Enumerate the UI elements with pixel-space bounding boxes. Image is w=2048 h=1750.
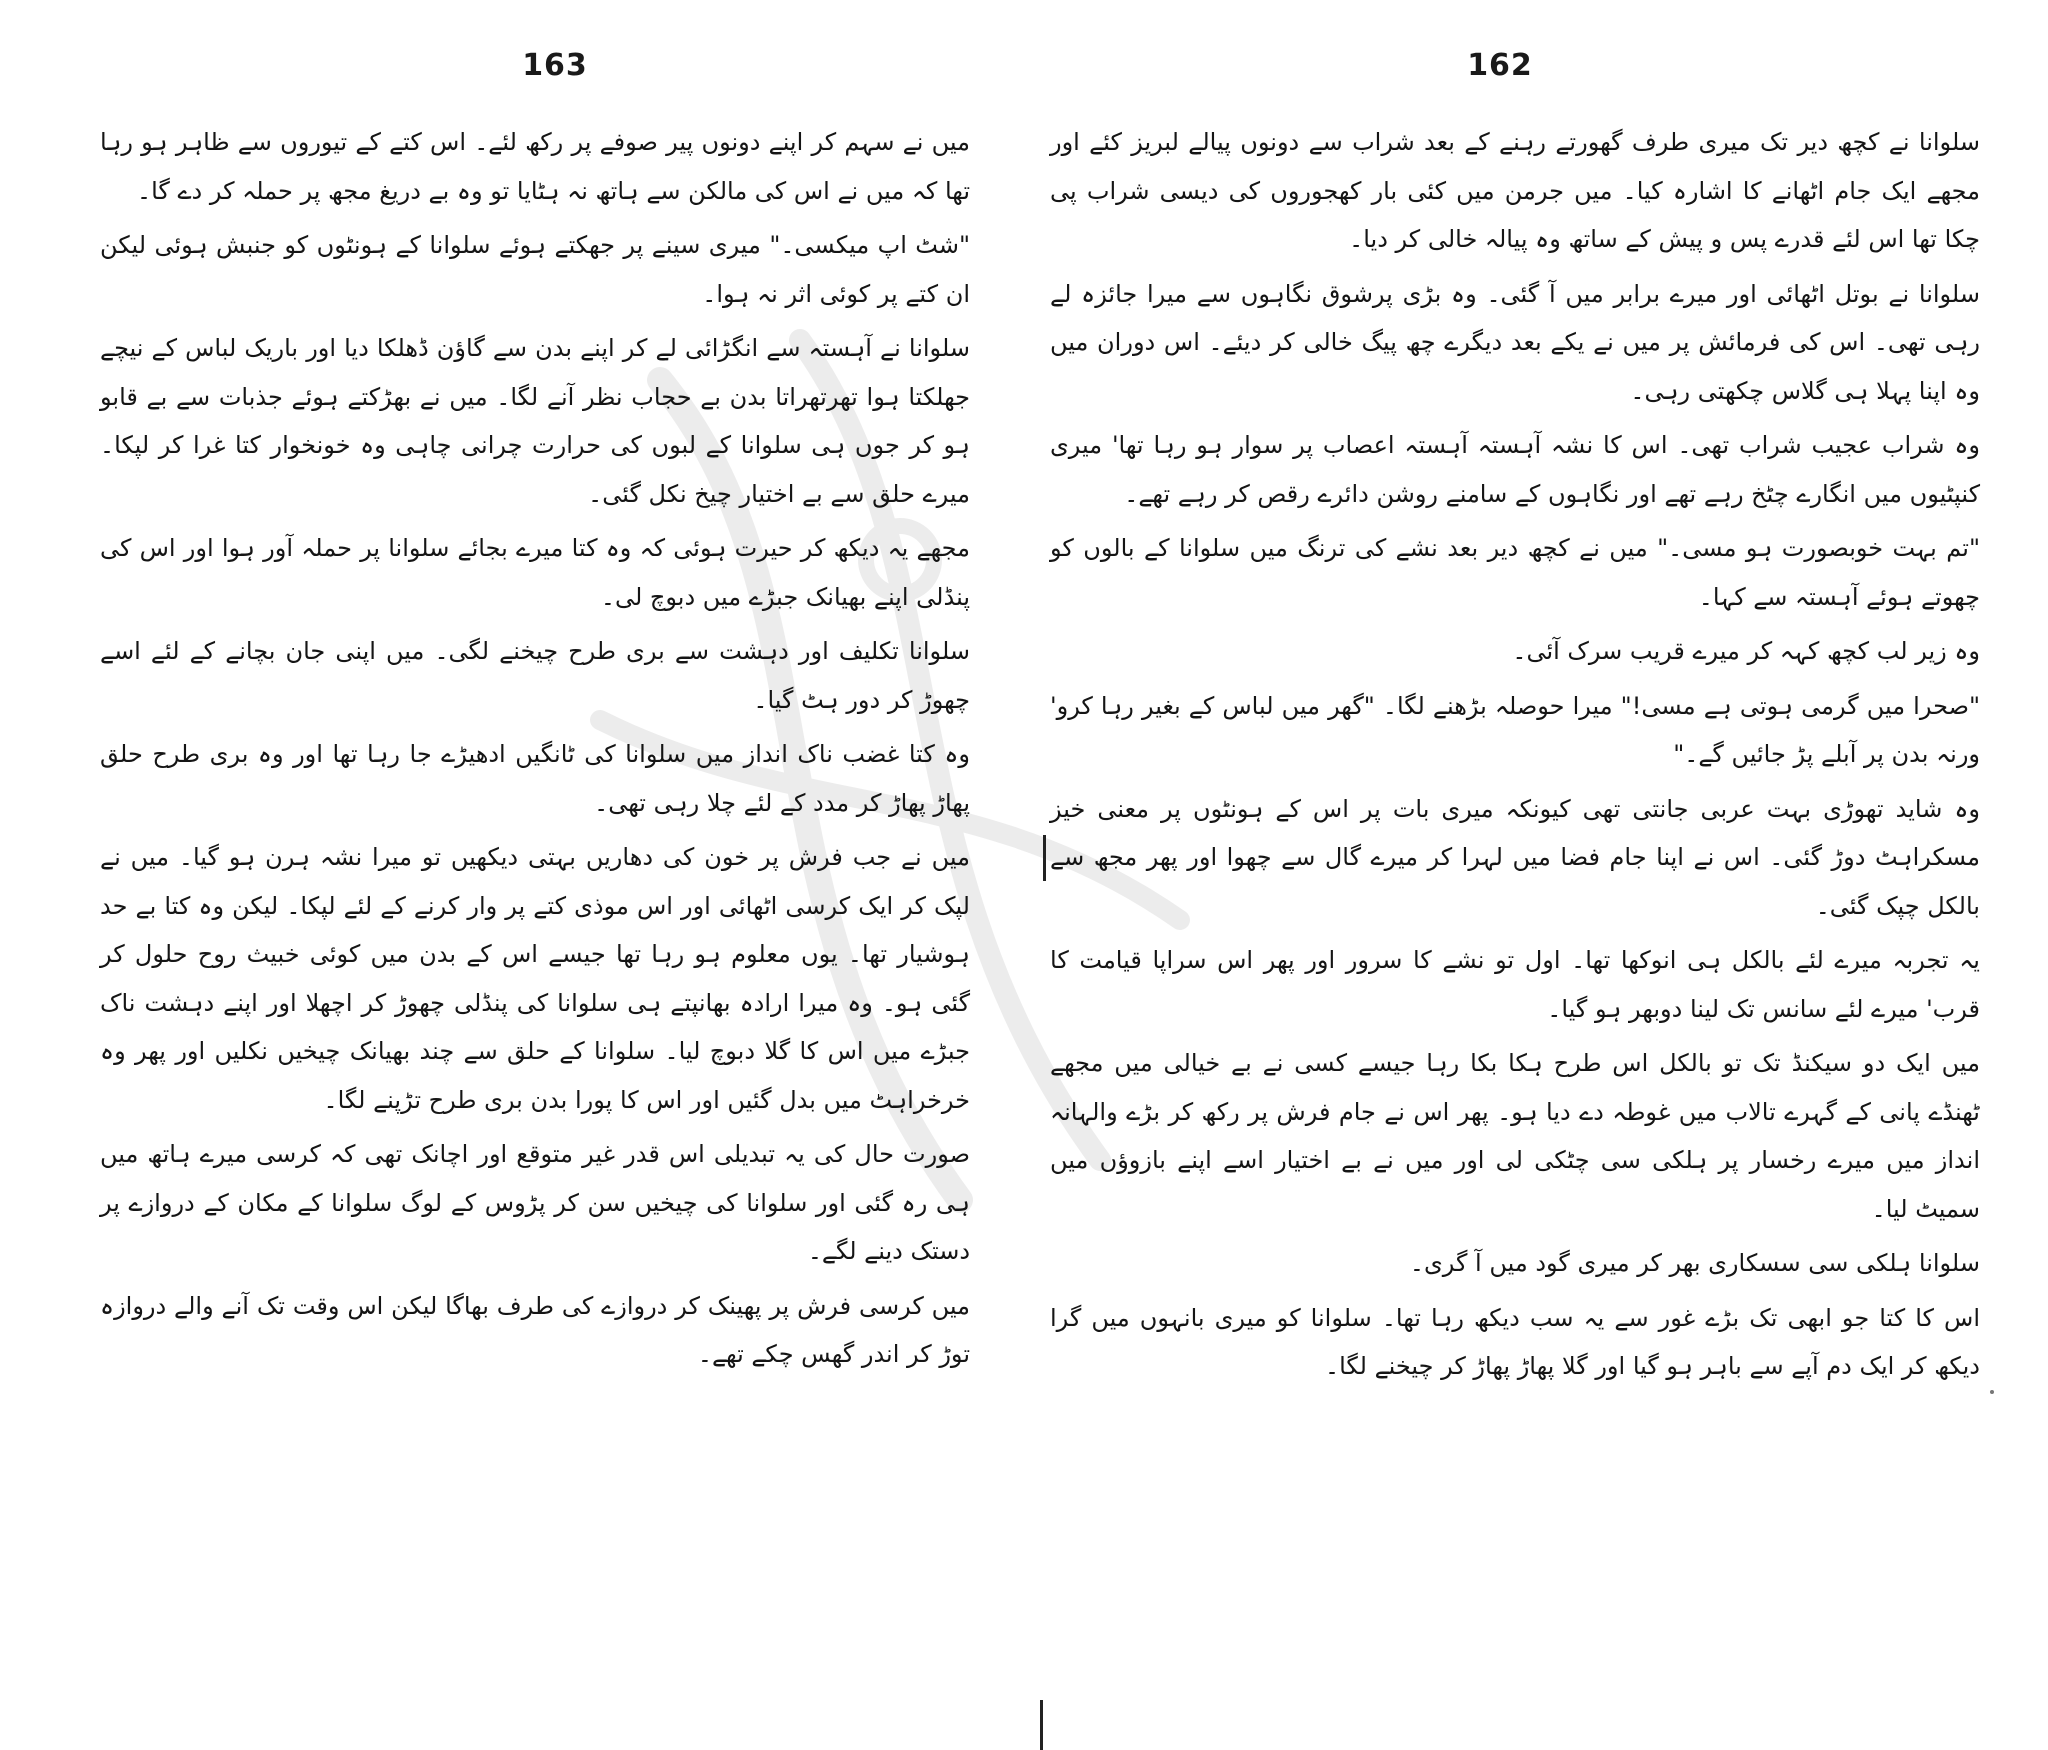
paragraph: مجھے یہ دیکھ کر حیرت ہوئی کہ وہ کتا میرے بجائے سلوانا پر حملہ آور ہوا اور اس کی پنڈلی اپنے بھیانک جبڑے میں دبوچ لی۔: [100, 534, 970, 611]
paragraph: میں نے سہم کر اپنے دونوں پیر صوفے پر رکھ لئے۔ اس کتے کے تیوروں سے ظاہر ہو رہا تھا کہ میں نے اس کی مالکن سے ہاتھ نہ ہٹایا تو وہ بے دریغ مجھ پر حملہ کر دے گا۔: [100, 128, 970, 205]
paragraph: اس کا کتا جو ابھی تک بڑے غور سے یہ سب دیکھ رہا تھا۔ سلوانا کو میری بانہوں میں گرا دیکھ کر ایک دم آپے سے باہر ہو گیا اور گلا پھاڑ پھاڑ کر چیخنے لگا۔: [1050, 1303, 1980, 1380]
paragraph: وہ شاید تھوڑی بہت عربی جانتی تھی کیونکہ میری بات پر اس کے ہونٹوں پر معنی خیز مسکراہٹ دوڑ گئی۔ اس نے اپنا جام فضا میں لہرا کر میرے گال سے چھوا اور پھر مجھ سے بالکل چپک گئی۔: [1050, 794, 1980, 920]
paragraph: وہ زیر لب کچھ کہہ کر میرے قریب سرک آئی۔: [1512, 637, 1980, 665]
binding-line: [1040, 1700, 1043, 1750]
paragraph: وہ کتا غضب ناک انداز میں سلوانا کی ٹانگیں ادھیڑے جا رہا تھا اور وہ بری طرح حلق پھاڑ پھاڑ کر مدد کے لئے چلا رہی تھی۔: [100, 740, 970, 817]
paragraph: سلوانا نے آہستہ سے انگڑائی لے کر اپنے بدن سے گاؤن ڈھلکا دیا اور باریک لباس کے نیچے جھلکتا ہوا تھرتھراتا بدن بے حجاب نظر آنے لگا۔ میں نے بھڑکتے ہوئے جذبات سے بے قابو ہو کر جوں ہی سلوانا کے لبوں کی حرارت چرانی چاہی وہ خونخوار کتا غرا کر لپکا۔ میرے حلق سے بے اختیار چیخ نکل گئی۔: [100, 334, 970, 508]
paragraph: یہ تجربہ میرے لئے بالکل ہی انوکھا تھا۔ اول تو نشے کا سرور اور پھر اس سراپا قیامت کا قرب' میرے لئے سانس تک لینا دوبھر ہو گیا۔: [1050, 946, 1980, 1023]
left-page-body: [100, 118, 970, 1385]
paragraph: "تم بہت خوبصورت ہو مسی۔" میں نے کچھ دیر بعد نشے کی ترنگ میں سلوانا کے بالوں کو چھوتے ہوئے آہستہ سے کہا۔: [1050, 534, 1980, 611]
paragraph: میں نے جب فرش پر خون کی دھاریں بہتی دیکھیں تو میرا نشہ ہرن ہو گیا۔ میں نے لپک کر ایک کرسی اٹھائی اور اس موذی کتے پر وار کرنے کے لئے لپکا۔ لیکن وہ کتا بے حد ہوشیار تھا۔ یوں معلوم ہو رہا تھا جیسے اس کے بدن میں کوئی خبیث روح حلول کر گئی ہو۔ وہ میرا ارادہ بھانپتے ہی سلوانا کی پنڈلی چھوڑ کر اچھلا اور اپنے دہشت ناک جبڑے میں اس کا گلا دبوچ لیا۔ سلوانا کے حلق سے چند بھیانک چیخیں نکلیں اور پھر وہ خرخراہٹ میں بدل گئیں اور اس کا پورا بدن بری طرح تڑپنے لگا۔: [100, 843, 970, 1114]
paragraph: سلوانا تکلیف اور دہشت سے بری طرح چیخنے لگی۔ میں اپنی جان بچانے کے لئے اسے چھوڑ کر دور ہٹ گیا۔: [100, 637, 970, 714]
paragraph: سلوانا نے کچھ دیر تک میری طرف گھورتے رہنے کے بعد شراب سے دونوں پیالے لبریز کئے اور مجھے ایک جام اٹھانے کا اشارہ کیا۔ میں جرمن میں کئی بار کھجوروں کی دیسی شراب پی چکا تھا اس لئے قدرے پس و پیش کے ساتھ وہ پیالہ خالی کر دیا۔: [1050, 128, 1980, 253]
page-number-left: 163: [522, 48, 588, 83]
paragraph: میں کرسی فرش پر پھینک کر دروازے کی طرف بھاگا لیکن اس وقت تک آنے والے دروازہ توڑ کر اندر گھس چکے تھے۔: [100, 1291, 970, 1368]
scan-dot: [1990, 1390, 1994, 1394]
paragraph: سلوانا ہلکی سی سسکاری بھر کر میری گود میں آ گری۔: [1409, 1249, 1980, 1277]
paragraph: سلوانا نے بوتل اٹھائی اور میرے برابر میں آ گئی۔ وہ بڑی پرشوق نگاہوں سے میرا جائزہ لے رہی تھی۔ اس کی فرمائش پر میں نے یکے بعد دیگرے چھ پیگ خالی کر دیئے۔ اس دوران میں وہ اپنا پہلا ہی گلاس چکھتی رہی۔: [1050, 279, 1980, 405]
right-page-body: [1050, 118, 1980, 1397]
page-number-right: 162: [1467, 48, 1533, 83]
paragraph: "شٹ اپ میکسی۔" میری سینے پر جھکتے ہوئے سلوانا کے ہونٹوں کو جنبش ہوئی لیکن ان کتے پر کوئی اثر نہ ہوا۔: [100, 231, 970, 308]
right-page: [1030, 0, 2048, 1750]
paragraph: صورت حال کی یہ تبدیلی اس قدر غیر متوقع اور اچانک تھی کہ کرسی میرے ہاتھ میں ہی رہ گئی اور سلوانا کی چیخیں سن کر پڑوس کے لوگ سلوانا کے مکان کے دروازے پر دستک دینے لگے۔: [100, 1140, 970, 1265]
paragraph: وہ شراب عجیب شراب تھی۔ اس کا نشہ آہستہ آہستہ اعصاب پر سوار ہو رہا تھا' میری کنپٹیوں میں انگارے چٹخ رہے تھے اور نگاہوں کے سامنے روشن دائرے رقص کر رہے تھے۔: [1050, 431, 1980, 508]
gutter-mark: [1043, 835, 1046, 881]
paragraph: "صحرا میں گرمی ہوتی ہے مسی!" میرا حوصلہ بڑھنے لگا۔ "گھر میں لباس کے بغیر رہا کرو' ورنہ بدن پر آبلے پڑ جائیں گے۔": [1050, 691, 1980, 768]
paragraph: میں ایک دو سیکنڈ تک تو بالکل اس طرح ہکا بکا رہا جیسے کسی نے بے خیالی میں مجھے ٹھنڈے پانی کے گہرے تالاب میں غوطہ دے دیا ہو۔ پھر اس نے جام فرش پر رکھ کر بڑے والہانہ انداز میں میرے رخسار پر ہلکی سی چٹکی لی اور میں نے بے اختیار اسے اپنے بازوؤں میں سمیٹ لیا۔: [1050, 1049, 1980, 1223]
